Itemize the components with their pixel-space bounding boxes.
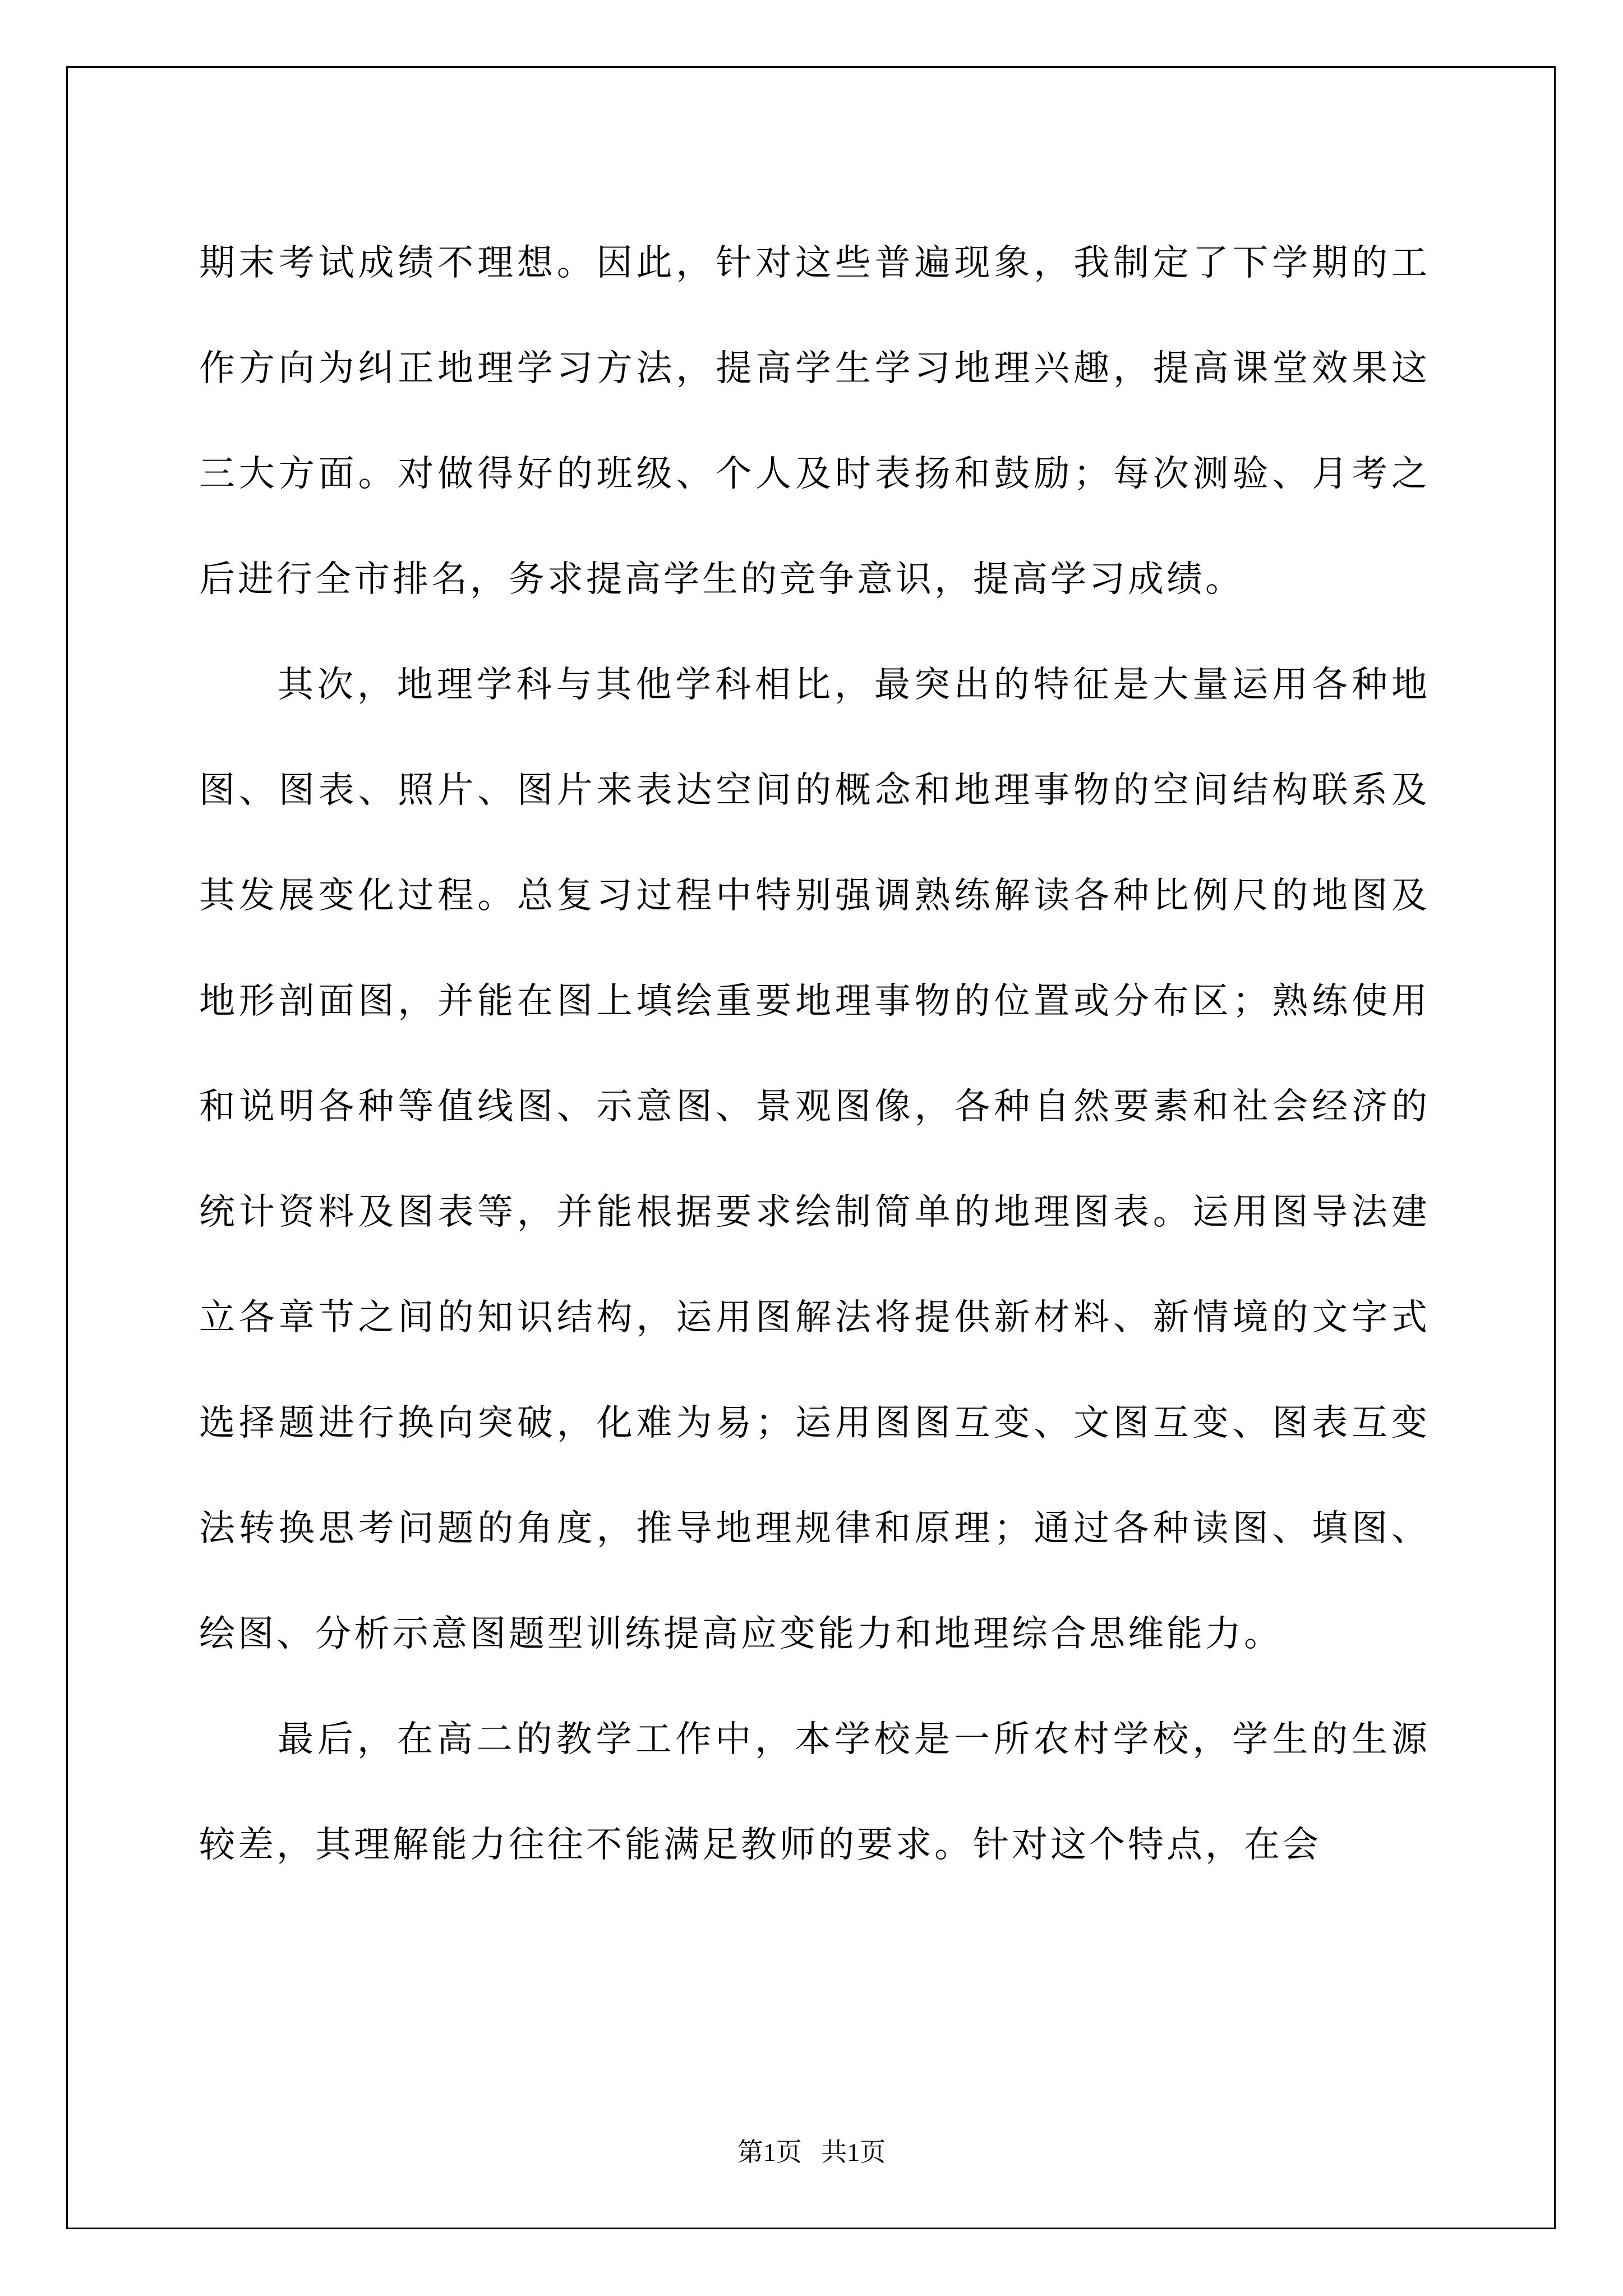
page-footer [0,2132,1623,2169]
paragraph-1: 期末考试成绩不理想。因此，针对这些普遍现象，我制定了下学期的工作方向为纠正地理学习方法，提高学生学习地理兴趣，提高课堂效果这三大方面。对做得好的班级、个人及时表扬和鼓励；每次测验、月考之后进行全市排名，务求提高学生的竞争意识，提高学习成绩。 [199,242,1430,600]
page-total: 共1页 [821,2138,886,2166]
document-body [199,210,1430,1898]
page-number: 第1页 [737,2138,802,2166]
paragraph-3: 最后，在高二的教学工作中，本学校是一所农村学校，学生的生源较差，其理解能力往往不能满足教师的要求。针对这个特点，在会 [199,1719,1430,1866]
paragraph-2: 其次，地理学科与其他学科相比，最突出的特征是大量运用各种地图、图表、照片、图片来表达空间的概念和地理事物的空间结构联系及其发展变化过程。总复习过程中特别强调熟练解读各种比例尺的地图及地形剖面图，并能在图上填绘重要地理事物的位置或分布区；熟练使用和说明各种等值线图、示意图、景观图像，各种自然要素和社会经济的统计资料及图表等，并能根据要求绘制简单的地理图表。运用图导法建立各章节之间的知识结构，运用图解法将提供新材料、新情境的文字式选择题进行换向突破，化难为易；运用图图互变、文图互变、图表互变法转换思考问题的角度，推导地理规律和原理；通过各种读图、填图、绘图、分析示意图题型训练提高应变能力和地理综合思维能力。 [199,664,1430,1655]
